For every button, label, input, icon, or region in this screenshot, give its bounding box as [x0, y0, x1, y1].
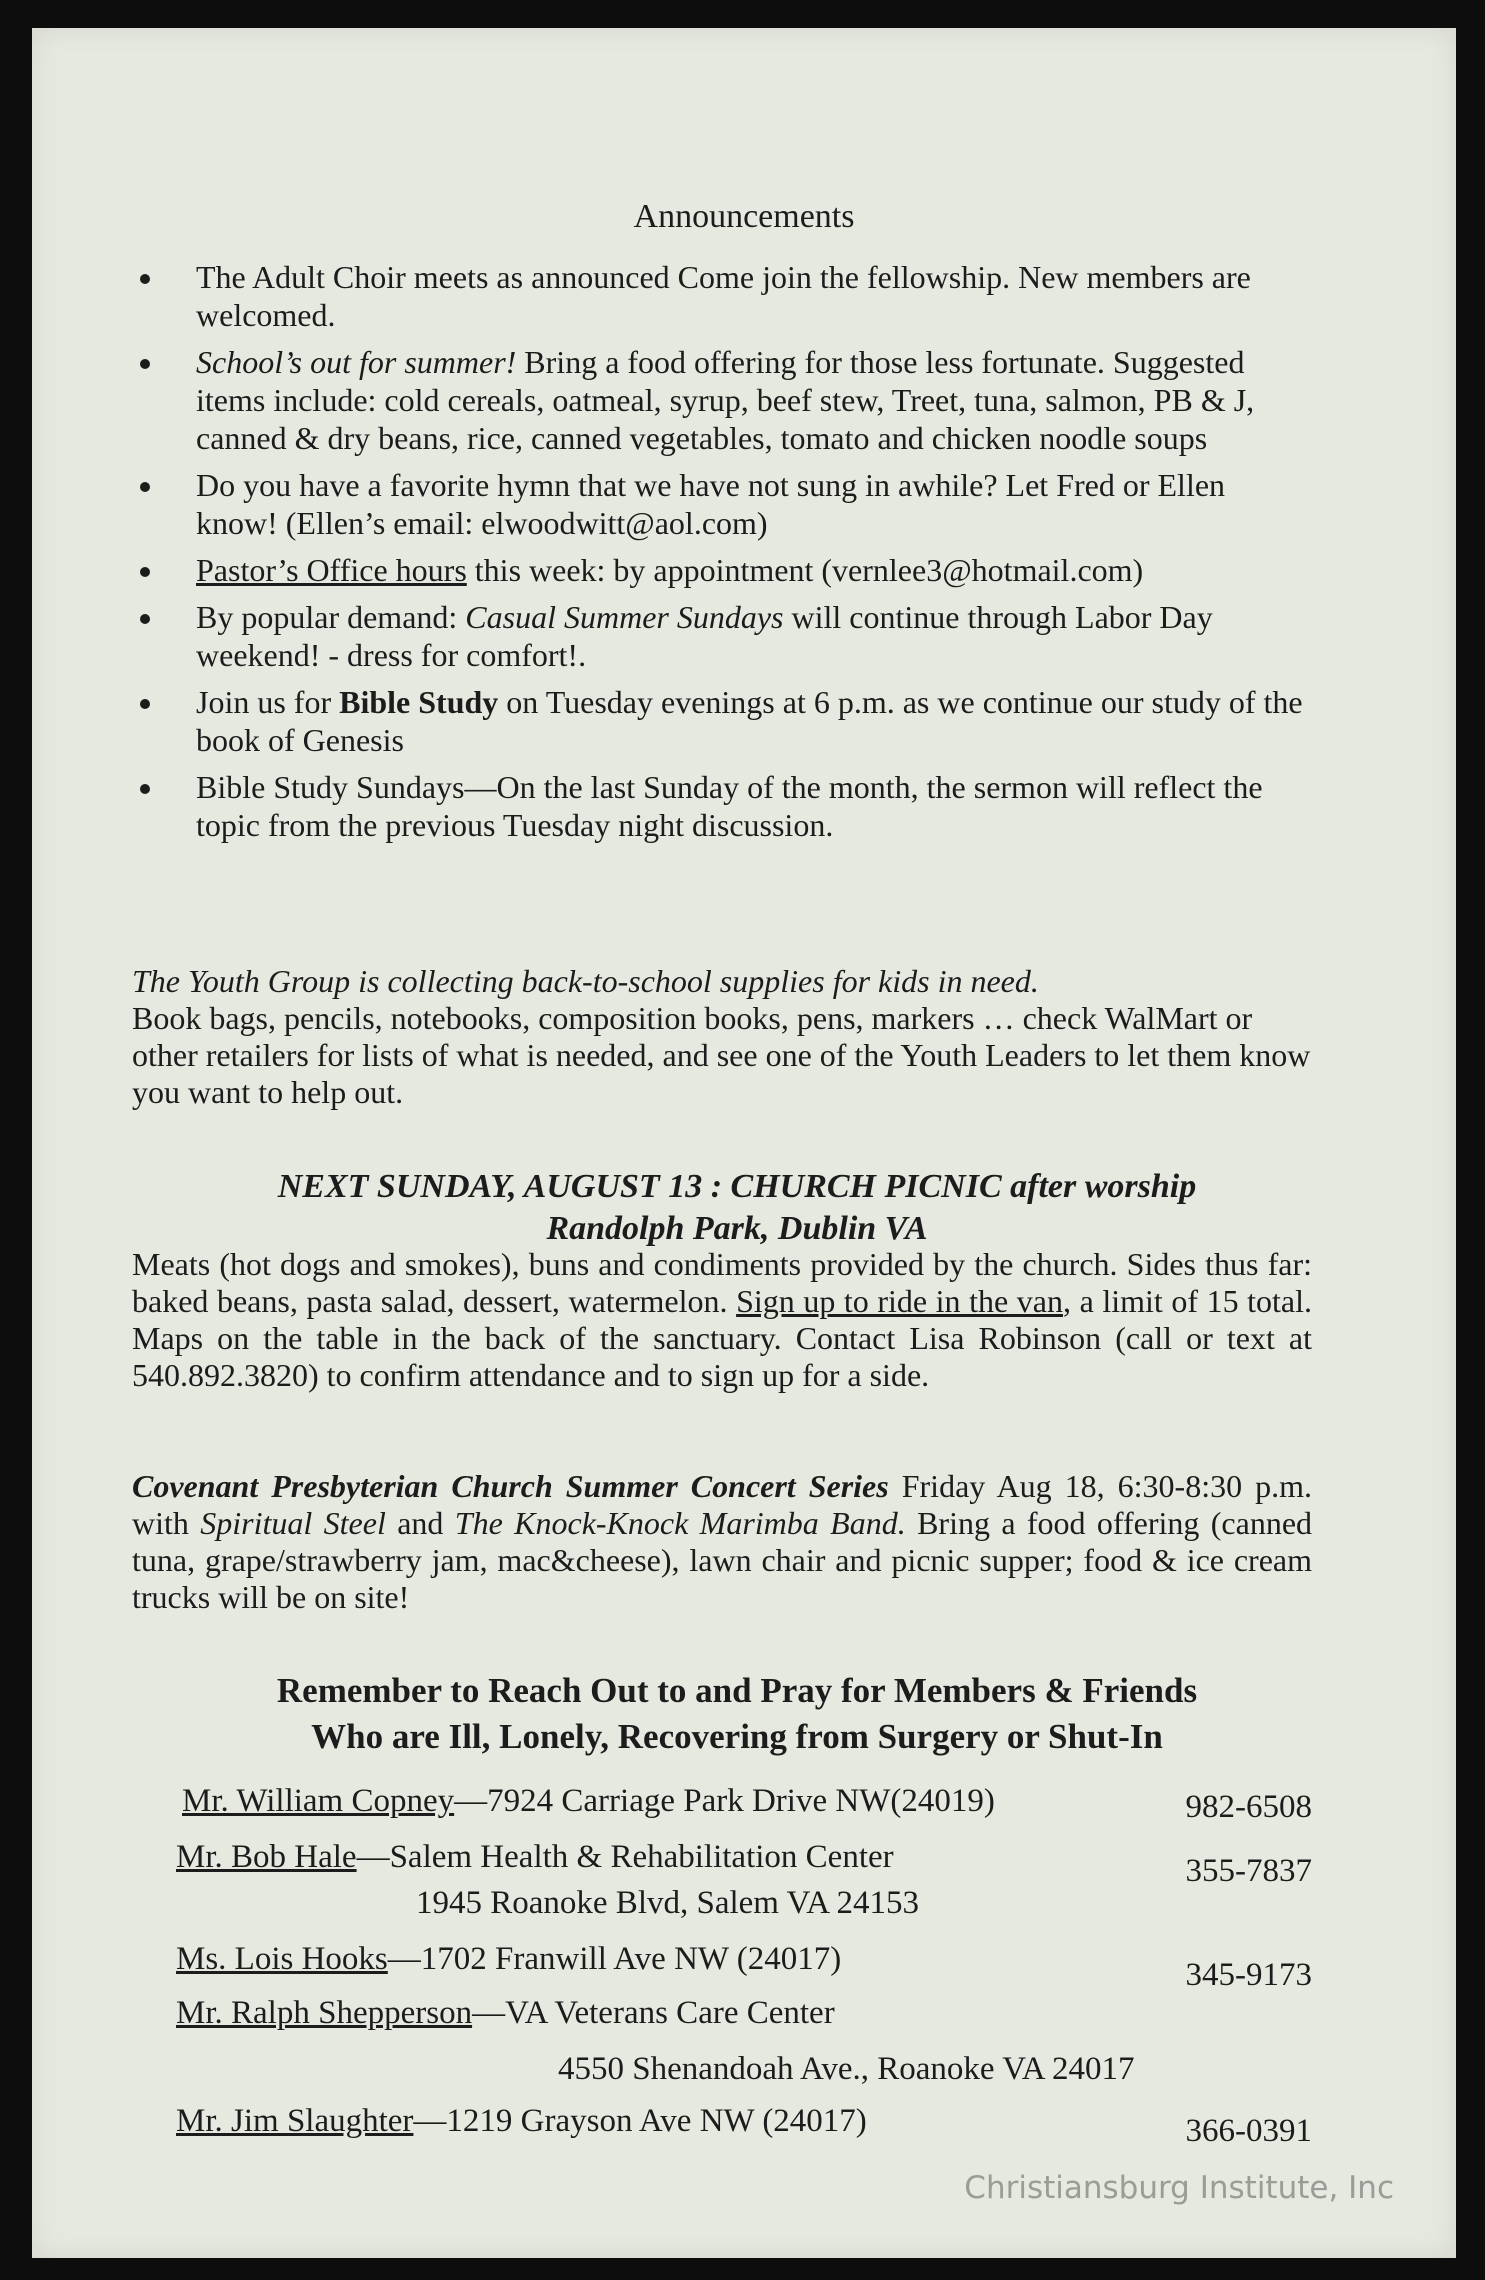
prayer-list-heading: Remember to Reach Out to and Pray for Members & Friends Who are Ill, Lonely, Recovering from Surgery or Shut-In: [276, 1671, 1198, 1756]
member-row: [182, 1783, 1312, 1825]
member-address: —Salem Health & Rehabilitation Center: [356, 1839, 894, 1875]
band-name: Spiritual Steel: [200, 1505, 386, 1541]
member-address: —1219 Grayson Ave NW (24017): [413, 2103, 867, 2139]
list-item: Pastor’s Office hours this week: by appointment (vernlee3@hotmail.com): [132, 551, 1312, 589]
underlined-text: Pastor’s Office hours: [196, 552, 467, 588]
youth-body: Book bags, pencils, notebooks, composition books, pens, markers … check WalMart or other retailers for lists of what is needed, and see one of the Youth Leaders to let them know you want to help out.: [132, 1000, 1311, 1110]
member-address-2: 1945 Roanoke Blvd, Salem VA 24153: [416, 1885, 919, 1921]
youth-heading: The Youth Group is collecting back-to-school supplies for kids in need.: [132, 963, 1039, 999]
youth-group-notice: [132, 963, 1312, 1111]
member-phone: 355-7837: [1185, 1853, 1312, 1889]
member-row: [176, 1941, 1312, 1993]
announcement-list: [132, 258, 1312, 853]
bulletin-page: [32, 28, 1456, 2258]
picnic-notice: Meats (hot dogs and smokes), buns and condiments provided by the church. Sides thus far: baked beans, pasta salad, dessert, watermelon. Sign up to ride in the van, a limit of 15 total. Maps on the table in the back of the sanctuary. Contact Lisa Robinson (call or text at 540.892.3820) to confirm attendance and to sign up for a side.: [132, 1246, 1313, 1393]
concert-notice: Covenant Presbyterian Church Summer Concert Series Friday Aug 18, 6:30-8:30 p.m. with Spiritual Steel and The Knock-Knock Marimba Band. Bring a food offering (canned tuna, grape/strawberry jam, mac&cheese), lawn chair and picnic supper; food & ice cream trucks will be on site!: [132, 1468, 1313, 1615]
band-name: The Knock-Knock Marimba Band.: [454, 1505, 906, 1541]
member-row: [176, 1995, 1312, 2037]
member-address: —1702 Franwill Ave NW (24017): [387, 1941, 842, 1977]
emphasis-text: School’s out for summer!: [196, 344, 517, 380]
member-name: Mr. Ralph Shepperson: [176, 1995, 473, 2031]
member-address-2: 4550 Shenandoah Ave., Roanoke VA 24017: [558, 2051, 1135, 2087]
member-row: [176, 2103, 1312, 2149]
member-name: Mr. Jim Slaughter: [176, 2103, 414, 2139]
strong-text: Bible Study: [339, 684, 499, 720]
member-address: —VA Veterans Care Center: [472, 1995, 835, 2031]
picnic-heading: NEXT SUNDAY, AUGUST 13 : CHURCH PICNIC after worship Randolph Park, Dublin VA: [277, 1168, 1197, 1247]
member-address-line: [182, 1885, 1312, 1927]
list-item: School’s out for summer! Bring a food offering for those less fortunate. Suggested items include: cold cereals, oatmeal, syrup, beef stew, Treet, tuna, salmon, PB & J, canned & dry beans, rice, canned vegetables, tomato and chicken noodle soups: [132, 343, 1312, 457]
member-name: Ms. Lois Hooks: [176, 1941, 388, 1977]
list-item: Bible Study Sundays—On the last Sunday of the month, the sermon will reflect the topic from the previous Tuesday night discussion.: [132, 768, 1312, 844]
van-signup-text: Sign up to ride in the van: [736, 1283, 1063, 1319]
watermark: Christiansburg Institute, Inc: [964, 2170, 1394, 2206]
page-title: Announcements: [633, 198, 855, 235]
emphasis-text: Casual Summer Sundays: [465, 599, 784, 635]
list-item: Do you have a favorite hymn that we have not sung in awhile? Let Fred or Ellen know! (Ellen’s email: elwoodwitt@aol.com): [132, 466, 1312, 542]
list-item: By popular demand: Casual Summer Sundays will continue through Labor Day weekend! - dress for comfort!.: [132, 598, 1312, 674]
member-phone: 345-9173: [1185, 1957, 1312, 1993]
member-address: —7924 Carriage Park Drive NW(24019): [454, 1783, 995, 1819]
member-address-line: [182, 2051, 1312, 2093]
member-phone: 982-6508: [1185, 1789, 1312, 1825]
member-name: Mr. Bob Hale: [176, 1839, 357, 1875]
member-phone: 366-0391: [1185, 2113, 1312, 2149]
member-name: Mr. William Copney: [182, 1783, 455, 1819]
list-item: Join us for Bible Study on Tuesday evenings at 6 p.m. as we continue our study of the book of Genesis: [132, 683, 1312, 759]
member-list: [176, 1783, 1312, 2149]
list-item: The Adult Choir meets as announced Come join the fellowship. New members are welcomed.: [132, 258, 1312, 334]
concert-series-name: Covenant Presbyterian Church Summer Concert Series: [132, 1468, 889, 1504]
member-row: [176, 1839, 1312, 1889]
